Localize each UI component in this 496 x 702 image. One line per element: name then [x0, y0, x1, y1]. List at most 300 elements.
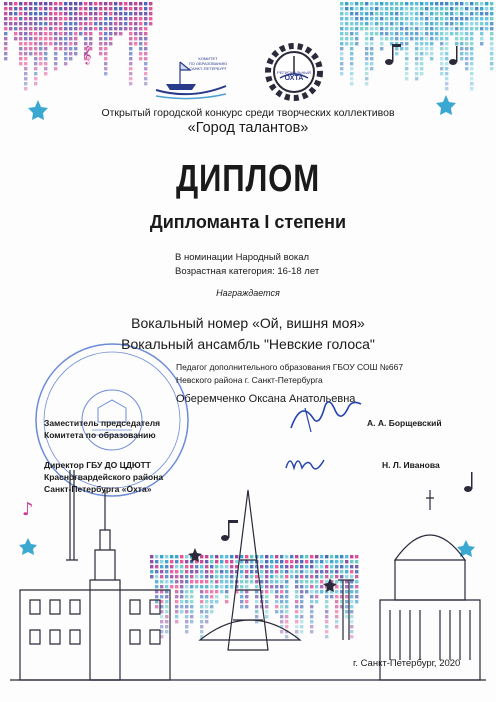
equalizer-bar-cell [180, 595, 183, 598]
equalizer-bar-cell [54, 32, 57, 35]
equalizer-bar-cell [19, 37, 22, 40]
equalizer-bar-cell [395, 12, 398, 15]
equalizer-bar-cell [450, 17, 453, 20]
equalizer-bar-cell [265, 580, 268, 583]
equalizer-bar-cell [300, 630, 303, 633]
equalizer-bar-cell [275, 585, 278, 588]
equalizer-bar-cell [84, 12, 87, 15]
equalizer-bar-cell [415, 7, 418, 10]
equalizer-bar-cell [350, 2, 353, 5]
equalizer-bar-cell [64, 27, 67, 30]
equalizer-bar-cell [475, 12, 478, 15]
equalizer-bar-cell [39, 62, 42, 65]
equalizer-bar-cell [250, 575, 253, 578]
equalizer-bar-cell [345, 565, 348, 568]
equalizer-bar-cell [295, 600, 298, 603]
equalizer-bar-cell [430, 57, 433, 60]
signatory-role-1: Комитета по образованию [44, 430, 156, 440]
equalizer-bar-cell [320, 580, 323, 583]
equalizer-bar-cell [445, 67, 448, 70]
equalizer-bar-cell [190, 565, 193, 568]
equalizer-bar-cell [345, 32, 348, 35]
equalizer-bar-cell [205, 585, 208, 588]
equalizer-bar-cell [24, 42, 27, 45]
equalizer-bar-cell [335, 615, 338, 618]
equalizer-bar-cell [9, 7, 12, 10]
equalizer-bar-cell [255, 615, 258, 618]
equalizer-bar-cell [260, 555, 263, 558]
equalizer-bar-cell [310, 615, 313, 618]
equalizer-bar-cell [420, 7, 423, 10]
equalizer-bar-cell [300, 575, 303, 578]
equalizer-bar-cell [465, 12, 468, 15]
equalizer-bar-cell [325, 580, 328, 583]
equalizer-bar-cell [440, 42, 443, 45]
equalizer-bar-cell [345, 605, 348, 608]
equalizer-bar-cell [465, 27, 468, 30]
equalizer-bar-cell [69, 27, 72, 30]
equalizer-bar-cell [465, 67, 468, 70]
equalizer-bar-cell [310, 565, 313, 568]
equalizer-bar-cell [285, 605, 288, 608]
equalizer-bar-cell [280, 555, 283, 558]
equalizer-bar-cell [200, 605, 203, 608]
equalizer-bars-bottom [150, 555, 358, 638]
equalizer-bar-cell [415, 22, 418, 25]
equalizer-bar-cell [425, 22, 428, 25]
equalizer-bar-cell [350, 22, 353, 25]
equalizer-bar-cell [285, 620, 288, 623]
equalizer-bar-cell [185, 620, 188, 623]
equalizer-bar-cell [400, 7, 403, 10]
equalizer-bar-cell [300, 565, 303, 568]
equalizer-bar-cell [190, 590, 193, 593]
equalizer-bar-cell [280, 620, 283, 623]
equalizer-bar-cell [470, 12, 473, 15]
equalizer-bar-cell [460, 2, 463, 5]
equalizer-bar-cell [420, 12, 423, 15]
equalizer-bar-cell [415, 37, 418, 40]
logo-label: ОХТА [284, 75, 304, 82]
equalizer-bar-cell [430, 27, 433, 30]
equalizer-bar-cell [175, 615, 178, 618]
equalizer-bar-cell [109, 12, 112, 15]
equalizer-bar-cell [470, 77, 473, 80]
equalizer-bar-cell [490, 12, 493, 15]
equalizer-bar-cell [255, 580, 258, 583]
equalizer-bar-cell [79, 7, 82, 10]
equalizer-bar-cell [144, 52, 147, 55]
equalizer-bar-cell [345, 600, 348, 603]
equalizer-bar-cell [330, 555, 333, 558]
equalizer-bar-cell [445, 32, 448, 35]
equalizer-bar-cell [84, 2, 87, 5]
equalizer-bar-cell [114, 12, 117, 15]
equalizer-bar-cell [155, 585, 158, 588]
equalizer-bar-cell [109, 32, 112, 35]
equalizer-bar-cell [340, 37, 343, 40]
equalizer-bar-cell [370, 57, 373, 60]
equalizer-bar-cell [220, 570, 223, 573]
equalizer-bar-cell [285, 600, 288, 603]
equalizer-bar-cell [445, 7, 448, 10]
equalizer-bar-cell [44, 47, 47, 50]
equalizer-bar-cell [270, 570, 273, 573]
equalizer-bar-cell [265, 615, 268, 618]
equalizer-bar-cell [480, 37, 483, 40]
equalizer-bar-cell [325, 635, 328, 638]
equalizer-bar-cell [430, 22, 433, 25]
equalizer-bar-cell [410, 7, 413, 10]
svg-text:𝄞: 𝄞 [82, 45, 92, 64]
equalizer-bar-cell [445, 17, 448, 20]
equalizer-bar-cell [245, 605, 248, 608]
equalizer-bar-cell [415, 72, 418, 75]
equalizer-bar-cell [200, 575, 203, 578]
equalizer-bar-cell [44, 22, 47, 25]
equalizer-bar-cell [49, 22, 52, 25]
equalizer-bar-cell [455, 32, 458, 35]
equalizer-bar-cell [400, 2, 403, 5]
equalizer-bar-cell [119, 2, 122, 5]
equalizer-bar-cell [325, 620, 328, 623]
equalizer-bar-cell [240, 570, 243, 573]
equalizer-bar-cell [200, 610, 203, 613]
equalizer-bar-cell [425, 27, 428, 30]
equalizer-bar-cell [305, 580, 308, 583]
equalizer-bar-cell [395, 47, 398, 50]
equalizer-bar-cell [29, 42, 32, 45]
equalizer-bar-cell [345, 610, 348, 613]
equalizer-bar-cell [9, 17, 12, 20]
equalizer-bar-cell [205, 605, 208, 608]
equalizer-bars-right [340, 2, 493, 90]
equalizer-bar-cell [295, 555, 298, 558]
equalizer-bar-cell [210, 590, 213, 593]
equalizer-bar-cell [450, 2, 453, 5]
equalizer-bar-cell [134, 17, 137, 20]
equalizer-bar-cell [330, 575, 333, 578]
equalizer-bar-cell [305, 570, 308, 573]
equalizer-bar-cell [405, 42, 408, 45]
equalizer-bar-cell [340, 32, 343, 35]
equalizer-bar-cell [144, 12, 147, 15]
equalizer-bar-cell [150, 560, 153, 563]
equalizer-bar-cell [19, 12, 22, 15]
equalizer-bar-cell [415, 12, 418, 15]
equalizer-bar-cell [470, 82, 473, 85]
equalizer-bar-cell [39, 52, 42, 55]
equalizer-bar-cell [485, 17, 488, 20]
equalizer-bar-cell [490, 42, 493, 45]
equalizer-bar-cell [190, 605, 193, 608]
equalizer-bar-cell [34, 62, 37, 65]
equalizer-bar-cell [29, 32, 32, 35]
equalizer-bar-cell [185, 570, 188, 573]
equalizer-bar-cell [129, 62, 132, 65]
equalizer-bar-cell [325, 595, 328, 598]
equalizer-bar-cell [200, 630, 203, 633]
equalizer-bar-cell [465, 52, 468, 55]
equalizer-bar-cell [99, 12, 102, 15]
equalizer-bar-cell [275, 565, 278, 568]
equalizer-bar-cell [139, 12, 142, 15]
equalizer-bar-cell [400, 37, 403, 40]
equalizer-bar-cell [225, 570, 228, 573]
equalizer-bar-cell [9, 22, 12, 25]
equalizer-bar-cell [470, 72, 473, 75]
music-note-icon [464, 472, 473, 492]
equalizer-bar-cell [425, 7, 428, 10]
equalizer-bar-cell [255, 605, 258, 608]
treble-clef-icon [82, 45, 91, 65]
equalizer-bar-cell [64, 32, 67, 35]
equalizer-bar-cell [445, 57, 448, 60]
equalizer-bar-cell [490, 27, 493, 30]
equalizer-bar-cell [360, 2, 363, 5]
equalizer-bar-cell [99, 27, 102, 30]
equalizer-bar-cell [255, 600, 258, 603]
equalizer-bar-cell [114, 22, 117, 25]
equalizer-bar-cell [440, 17, 443, 20]
equalizer-bar-cell [245, 580, 248, 583]
equalizer-bar-cell [84, 27, 87, 30]
equalizer-bar-cell [59, 47, 62, 50]
equalizer-bar-cell [255, 575, 258, 578]
equalizer-bar-cell [245, 575, 248, 578]
equalizer-bar-cell [335, 565, 338, 568]
equalizer-bar-cell [34, 67, 37, 70]
equalizer-bar-cell [470, 32, 473, 35]
equalizer-bar-cell [144, 47, 147, 50]
equalizer-bar-cell [370, 2, 373, 5]
equalizer-bar-cell [220, 585, 223, 588]
equalizer-bar-cell [109, 27, 112, 30]
equalizer-bar-cell [455, 12, 458, 15]
equalizer-bar-cell [139, 42, 142, 45]
logo-label: САНКТ-ПЕТЕРБУРГ [189, 66, 227, 71]
equalizer-bar-cell [185, 560, 188, 563]
equalizer-bar-cell [54, 47, 57, 50]
equalizer-bar-cell [340, 570, 343, 573]
equalizer-bar-cell [24, 17, 27, 20]
equalizer-bar-cell [165, 615, 168, 618]
equalizer-bar-cell [310, 575, 313, 578]
equalizer-bar-cell [139, 2, 142, 5]
equalizer-bar-cell [29, 47, 32, 50]
equalizer-bar-cell [225, 575, 228, 578]
equalizer-bar-cell [54, 17, 57, 20]
equalizer-bar-cell [245, 600, 248, 603]
equalizer-bar-cell [19, 52, 22, 55]
equalizer-bar-cell [445, 77, 448, 80]
equalizer-bar-cell [340, 2, 343, 5]
equalizer-bar-cell [310, 600, 313, 603]
equalizer-bar-cell [185, 615, 188, 618]
equalizer-bar-cell [435, 27, 438, 30]
equalizer-bar-cell [69, 52, 72, 55]
equalizer-bar-cell [215, 600, 218, 603]
equalizer-bar-cell [190, 620, 193, 623]
equalizer-bar-cell [64, 17, 67, 20]
equalizer-bar-cell [365, 62, 368, 65]
equalizer-bar-cell [420, 22, 423, 25]
equalizer-bar-cell [129, 12, 132, 15]
equalizer-bar-cell [355, 32, 358, 35]
equalizer-bar-cell [325, 575, 328, 578]
equalizer-bar-cell [155, 580, 158, 583]
equalizer-bar-cell [280, 585, 283, 588]
equalizer-bar-cell [425, 12, 428, 15]
equalizer-bar-cell [14, 12, 17, 15]
equalizer-bar-cell [119, 22, 122, 25]
equalizer-bar-cell [94, 17, 97, 20]
equalizer-bar-cell [185, 585, 188, 588]
equalizer-bar-cell [365, 27, 368, 30]
contest-name: «Город талантов» [187, 120, 309, 136]
equalizer-bar-cell [295, 570, 298, 573]
equalizer-bar-cell [295, 620, 298, 623]
equalizer-bar-cell [220, 580, 223, 583]
equalizer-bar-cell [400, 27, 403, 30]
equalizer-bar-cell [19, 47, 22, 50]
equalizer-bar-cell [290, 560, 293, 563]
equalizer-bar-cell [415, 52, 418, 55]
equalizer-bar-cell [144, 82, 147, 85]
equalizer-bar-cell [365, 2, 368, 5]
equalizer-bar-cell [355, 42, 358, 45]
equalizer-bar-cell [24, 67, 27, 70]
equalizer-bar-cell [205, 590, 208, 593]
equalizer-bar-cell [410, 22, 413, 25]
equalizer-bar-cell [490, 37, 493, 40]
equalizer-bar-cell [295, 595, 298, 598]
equalizer-bar-cell [129, 32, 132, 35]
equalizer-bar-cell [44, 57, 47, 60]
equalizer-bar-cell [355, 555, 358, 558]
equalizer-bar-cell [89, 32, 92, 35]
equalizer-bar-cell [155, 555, 158, 558]
equalizer-bar-cell [99, 22, 102, 25]
equalizer-bar-cell [335, 555, 338, 558]
equalizer-bar-cell [450, 32, 453, 35]
equalizer-bar-cell [114, 2, 117, 5]
equalizer-bar-cell [315, 585, 318, 588]
equalizer-bar-cell [295, 575, 298, 578]
equalizer-bar-cell [380, 42, 383, 45]
equalizer-bar-cell [350, 77, 353, 80]
equalizer-bar-cell [435, 7, 438, 10]
equalizer-bar-cell [335, 575, 338, 578]
equalizer-bar-cell [175, 570, 178, 573]
equalizer-bar-cell [350, 595, 353, 598]
equalizer-bar-cell [415, 27, 418, 30]
equalizer-bar-cell [109, 37, 112, 40]
equalizer-bar-cell [330, 570, 333, 573]
equalizer-bar-cell [64, 47, 67, 50]
equalizer-bar-cell [39, 57, 42, 60]
equalizer-bar-cell [370, 42, 373, 45]
equalizer-bar-cell [175, 600, 178, 603]
equalizer-bar-cell [129, 42, 132, 45]
equalizer-bar-cell [180, 590, 183, 593]
equalizer-bar-cell [155, 570, 158, 573]
equalizer-bar-cell [330, 595, 333, 598]
equalizer-bar-cell [305, 565, 308, 568]
equalizer-bar-cell [210, 600, 213, 603]
equalizer-bar-cell [390, 17, 393, 20]
equalizer-bar-cell [405, 77, 408, 80]
equalizer-bar-cell [380, 27, 383, 30]
equalizer-bar-cell [29, 27, 32, 30]
equalizer-bar-cell [435, 22, 438, 25]
equalizer-bar-cell [375, 17, 378, 20]
equalizer-bar-cell [310, 560, 313, 563]
equalizer-bar-cell [175, 590, 178, 593]
equalizer-bar-cell [104, 52, 107, 55]
equalizer-bar-cell [200, 580, 203, 583]
equalizer-bar-cell [345, 37, 348, 40]
equalizer-bar-cell [104, 37, 107, 40]
equalizer-bar-cell [79, 17, 82, 20]
equalizer-bar-cell [144, 72, 147, 75]
equalizer-bar-cell [185, 595, 188, 598]
equalizer-bar-cell [465, 22, 468, 25]
equalizer-bar-cell [59, 27, 62, 30]
equalizer-bar-cell [340, 22, 343, 25]
equalizer-bar-cell [39, 27, 42, 30]
equalizer-bar-cell [460, 12, 463, 15]
equalizer-bar-cell [190, 585, 193, 588]
equalizer-bar-cell [370, 52, 373, 55]
equalizer-bar-cell [455, 7, 458, 10]
equalizer-bar-cell [139, 7, 142, 10]
equalizer-bar-cell [320, 560, 323, 563]
equalizer-bar-cell [315, 575, 318, 578]
equalizer-bar-cell [64, 22, 67, 25]
equalizer-bar-cell [345, 27, 348, 30]
equalizer-bar-cell [54, 37, 57, 40]
equalizer-bar-cell [420, 62, 423, 65]
equalizer-bar-cell [210, 610, 213, 613]
equalizer-bar-cell [270, 575, 273, 578]
equalizer-bar-cell [315, 570, 318, 573]
equalizer-bar-cell [280, 615, 283, 618]
equalizer-bar-cell [485, 27, 488, 30]
equalizer-bar-cell [430, 37, 433, 40]
equalizer-bar-cell [129, 57, 132, 60]
equalizer-bar-cell [44, 32, 47, 35]
equalizer-bar-cell [114, 17, 117, 20]
equalizer-bar-cell [435, 32, 438, 35]
equalizer-bar-cell [265, 585, 268, 588]
equalizer-bar-cell [380, 7, 383, 10]
equalizer-bar-cell [350, 555, 353, 558]
equalizer-bar-cell [29, 22, 32, 25]
equalizer-bar-cell [34, 77, 37, 80]
equalizer-bar-cell [375, 32, 378, 35]
equalizer-bar-cell [124, 7, 127, 10]
equalizer-bar-cell [49, 37, 52, 40]
equalizer-bar-cell [44, 7, 47, 10]
equalizer-bar-cell [230, 575, 233, 578]
equalizer-bar-cell [385, 7, 388, 10]
equalizer-bar-cell [395, 37, 398, 40]
equalizer-bar-cell [490, 17, 493, 20]
equalizer-bar-cell [315, 590, 318, 593]
equalizer-bar-cell [99, 52, 102, 55]
equalizer-bar-cell [245, 570, 248, 573]
